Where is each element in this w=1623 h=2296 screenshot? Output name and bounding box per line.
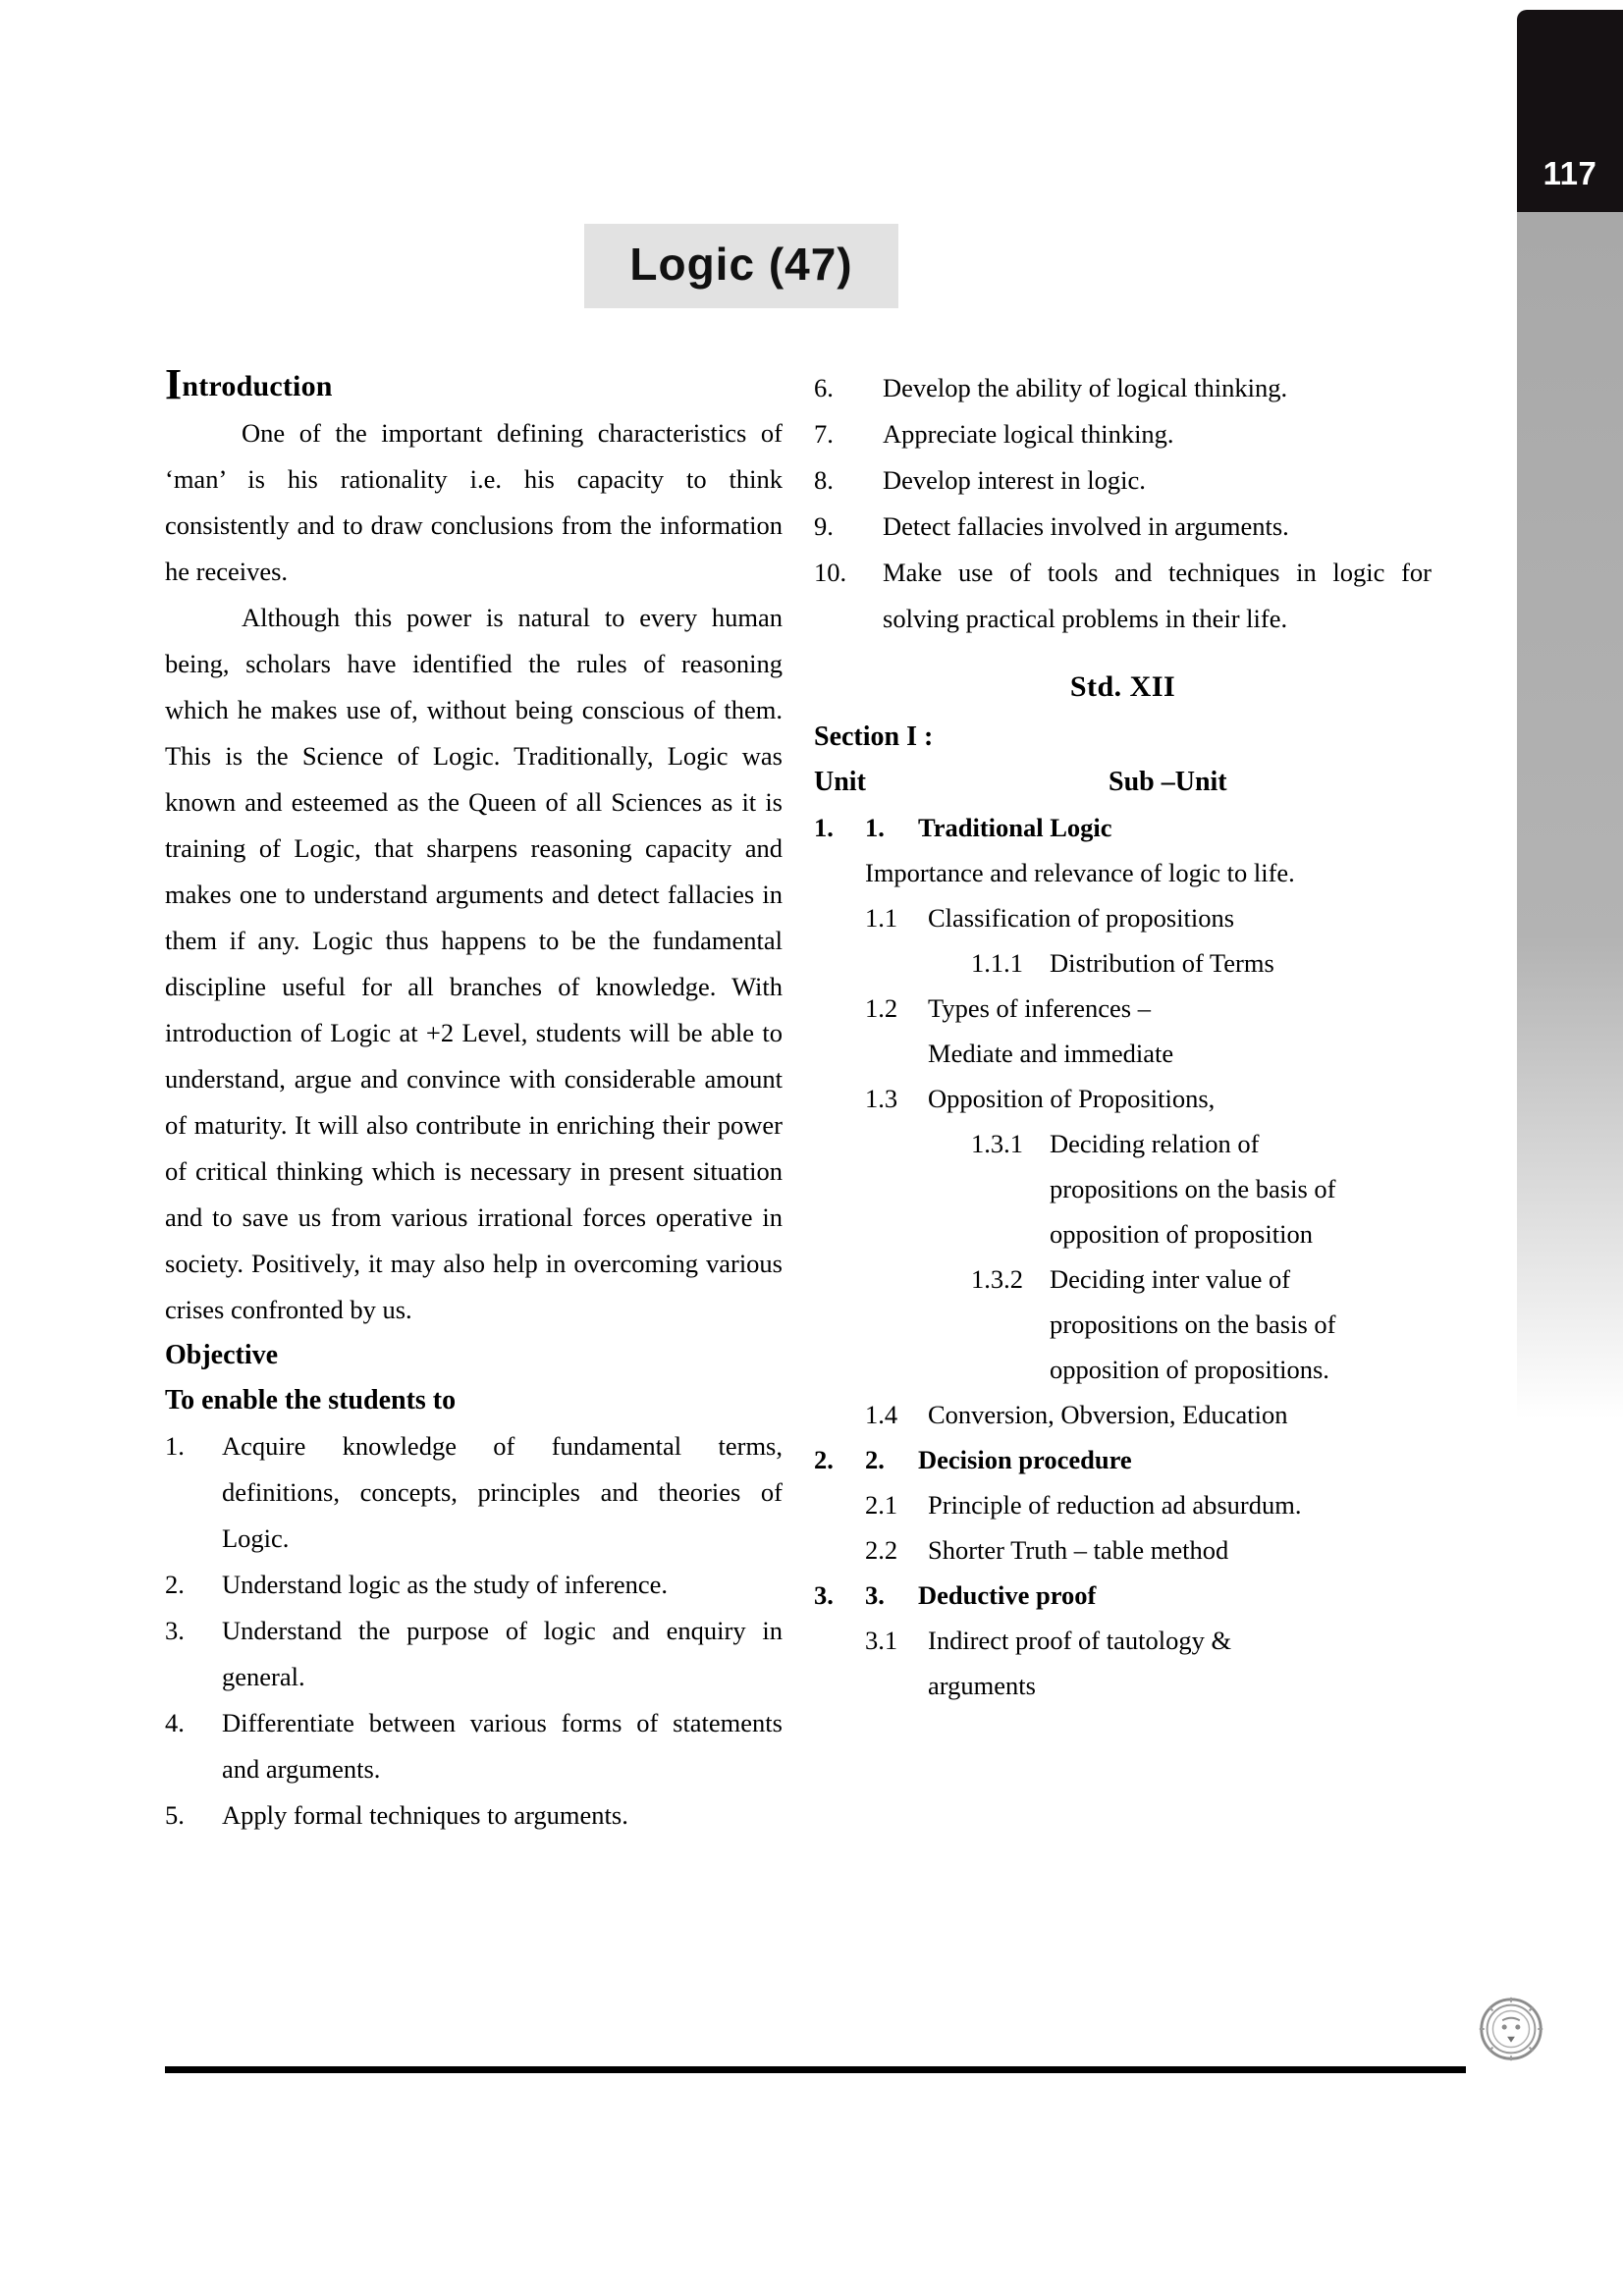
- unit-title: Decision procedure: [918, 1445, 1132, 1474]
- unit-number: 3.: [814, 1580, 834, 1610]
- subunit-row: [865, 895, 1432, 940]
- unit-subnumber: 3.: [865, 1580, 885, 1610]
- column-header-unit: Unit: [814, 767, 866, 797]
- list-item-text: Understand logic as the study of inference.: [222, 1570, 669, 1599]
- subunit-text: Indirect proof of tautology &: [928, 1626, 1232, 1655]
- page-number-tab: [1517, 10, 1623, 212]
- subunit-row: [865, 1392, 1432, 1437]
- list-item-text: Acquire knowledge of fundamental terms, definitions, concepts, principles and theories of Logic.: [222, 1431, 783, 1553]
- introduction-dropcap: I: [165, 360, 183, 408]
- subunit-row: [971, 940, 1432, 986]
- subunit-text: Deciding inter value of: [1050, 1264, 1291, 1294]
- subunit-code: 3.1: [865, 1626, 898, 1655]
- subunit-text: Principle of reduction ad absurdum.: [928, 1490, 1302, 1520]
- side-gradient-bar: [1517, 212, 1623, 1419]
- subunit-row: [865, 1482, 1432, 1527]
- introduction-heading-rest: ntroduction: [182, 370, 333, 402]
- list-item: [165, 1608, 783, 1700]
- subunit-row: [971, 1256, 1432, 1302]
- unit-row: [814, 1573, 1432, 1618]
- syllabus-table-header: [814, 760, 1432, 805]
- subunit-text: Conversion, Obversion, Education: [928, 1400, 1288, 1429]
- subunit-text: Shorter Truth – table method: [928, 1535, 1229, 1565]
- introduction-heading: [165, 360, 783, 408]
- subunit-row: [865, 1618, 1432, 1663]
- section-label: Section I :: [814, 721, 934, 752]
- subunit-text: Classification of propositions: [928, 903, 1235, 933]
- list-item-text: Develop the ability of logical thinking.: [883, 373, 1288, 402]
- page-title: Logic (47): [584, 224, 897, 308]
- subunit-code: 1.3.1: [971, 1129, 1023, 1158]
- right-column: [814, 365, 1432, 1839]
- list-item-number: 1.: [165, 1431, 185, 1461]
- intro-paragraph-1: One of the important defining characteristics of ‘man’ is his rationality i.e. his capacity to think consistently and to draw conclusions from the information he receives.: [165, 418, 783, 586]
- page-number: 117: [1542, 155, 1597, 191]
- subunit-row: [865, 1076, 1432, 1121]
- list-item: [165, 1423, 783, 1562]
- objective-list: [165, 1423, 783, 1839]
- list-item-number: 6.: [814, 373, 834, 402]
- list-item-text: Make use of tools and techniques in logic for solving practical problems in their life.: [883, 558, 1432, 633]
- page-title-container: [0, 224, 1483, 308]
- emblem-seal-icon: [1473, 1991, 1549, 2067]
- list-item-text: Appreciate logical thinking.: [883, 419, 1174, 449]
- list-item-number: 7.: [814, 419, 834, 449]
- two-column-body: [165, 360, 1432, 1839]
- list-item: [165, 1700, 783, 1792]
- list-item-number: 10.: [814, 558, 847, 587]
- subunit-code: 1.1.1: [971, 948, 1023, 978]
- subunit-continuation: arguments: [928, 1671, 1036, 1700]
- list-item: [165, 1562, 783, 1608]
- objective-heading: Objective: [165, 1340, 279, 1370]
- subunit-row: [971, 1121, 1432, 1166]
- intro-paragraph-2: Although this power is natural to every human being, scholars have identified the rules of reasoning which he makes use of, without being conscious of them. This is the Science of Logic. Traditionally, Logic was known and esteemed as the Queen of all Sciences as it is training of Logic, that sharpens reasoning capacity and makes one to understand arguments and detect fallacies in them if any. Logic thus happens to be the fundamental discipline useful for all branches of knowledge. With introduction of Logic at +2 Level, students will be able to understand, argue and convince with considerable amount of maturity. It will also contribute in enriching their power of critical thinking which is necessary in present situation and to save us from various irrational forces operative in society. Positively, it may also help in overcoming various crises confronted by us.: [165, 603, 783, 1324]
- subunit-text: Distribution of Terms: [1050, 948, 1274, 978]
- list-item-number: 3.: [165, 1616, 185, 1645]
- subunit-code: 1.2: [865, 993, 898, 1023]
- subunit-continuation: propositions on the basis of: [1050, 1174, 1336, 1203]
- list-item-number: 5.: [165, 1800, 185, 1830]
- list-item-number: 8.: [814, 465, 834, 495]
- subunit-text: Types of inferences –: [928, 993, 1151, 1023]
- unit-title: Deductive proof: [918, 1580, 1097, 1610]
- subunit-code: 2.1: [865, 1490, 898, 1520]
- unit-subnumber: 2.: [865, 1445, 885, 1474]
- list-item-number: 2.: [165, 1570, 185, 1599]
- subunit-code: 1.3: [865, 1084, 898, 1113]
- list-item-number: 9.: [814, 511, 834, 541]
- list-item-text: Develop interest in logic.: [883, 465, 1146, 495]
- unit-title: Traditional Logic: [918, 813, 1112, 842]
- list-item-text: Detect fallacies involved in arguments.: [883, 511, 1289, 541]
- subunit-continuation: opposition of propositions.: [1050, 1355, 1329, 1384]
- subunit-code: 2.2: [865, 1535, 898, 1565]
- unit-row: [814, 805, 1432, 850]
- list-item-text: Differentiate between various forms of statements and arguments.: [222, 1708, 783, 1784]
- subunit-code: 1.1: [865, 903, 898, 933]
- footer-divider: [165, 2066, 1466, 2073]
- subunit-continuation: Mediate and immediate: [928, 1039, 1174, 1068]
- subunit-text: Opposition of Propositions,: [928, 1084, 1216, 1113]
- objective-list-continued: [814, 365, 1432, 642]
- list-item: [165, 1792, 783, 1839]
- unit-lead-text: Importance and relevance of logic to life.: [865, 858, 1295, 887]
- list-item-number: 4.: [165, 1708, 185, 1737]
- subunit-continuation: opposition of proposition: [1050, 1219, 1313, 1249]
- left-column: [165, 360, 783, 1839]
- unit-number: 2.: [814, 1445, 834, 1474]
- list-item-text: Apply formal techniques to arguments.: [222, 1800, 628, 1830]
- list-item: [814, 411, 1432, 457]
- objective-subheading: To enable the students to: [165, 1385, 457, 1415]
- unit-subnumber: 1.: [865, 813, 885, 842]
- standard-heading: Std. XII: [1069, 670, 1176, 703]
- subunit-code: 1.4: [865, 1400, 898, 1429]
- unit-row: [814, 1437, 1432, 1482]
- column-header-subunit: Sub –Unit: [1109, 767, 1227, 797]
- list-item: [814, 457, 1432, 504]
- subunit-continuation: propositions on the basis of: [1050, 1309, 1336, 1339]
- list-item-text: Understand the purpose of logic and enquiry in general.: [222, 1616, 783, 1691]
- list-item: [814, 365, 1432, 411]
- list-item: [814, 550, 1432, 642]
- subunit-row: [865, 1527, 1432, 1573]
- subunit-row: [865, 986, 1432, 1031]
- subunit-code: 1.3.2: [971, 1264, 1023, 1294]
- unit-number: 1.: [814, 813, 834, 842]
- list-item: [814, 504, 1432, 550]
- subunit-text: Deciding relation of: [1050, 1129, 1260, 1158]
